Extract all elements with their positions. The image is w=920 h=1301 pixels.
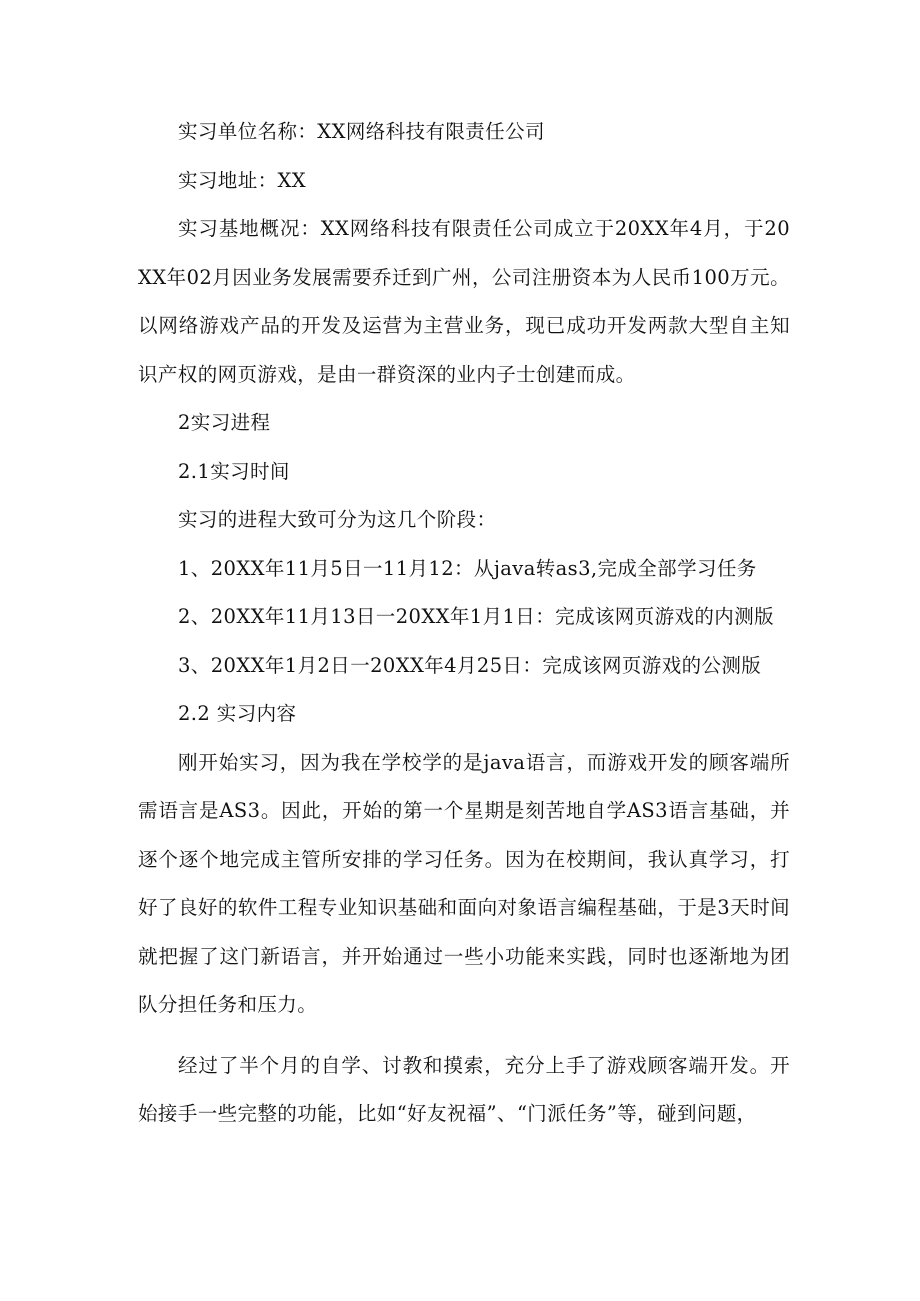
document-page [138, 108, 790, 1139]
paragraph-company-name: 实习单位名称：XX网络科技有限责任公司 [178, 120, 545, 143]
heading-internship-progress: 2实习进程 [178, 411, 271, 434]
list-item-stage-2: 2、20XX年11月13日一20XX年1月1日：完成该网页游戏的内测版 [178, 605, 775, 628]
paragraph-stages-intro: 实习的进程大致可分为这几个阶段： [178, 508, 497, 531]
paragraph-content-2: 经过了半个月的自学、讨教和摸索，充分上手了游戏顾客端开发。开始接手一些完整的功能，比如“好友祝福”、“门派任务”等，碰到问题， [138, 1053, 790, 1125]
paragraph-address: 实习地址：XX [178, 168, 307, 192]
paragraph-gap [138, 1030, 790, 1042]
paragraph-base-overview: 实习基地概况：XX网络科技有限责任公司成立于20XX年4月，于20XX年02月因业务发展需要乔迁到广州，公司注册资本为人民币100万元。以网络游戏产品的开发及运营为主营业务，现已成功开发两款大型自主知识产权的网页游戏，是由一群资深的业内子士创建而成。 [138, 217, 790, 386]
paragraph-content-1: 刚开始实习，因为我在学校学的是java语言，而游戏开发的顾客端所需语言是AS3。因此，开始的第一个星期是刻苦地自学AS3语言基础，并逐个逐个地完成主管所安排的学习任务。因为在校期间，我认真学习，打好了良好的软件工程专业知识基础和面向对象语言编程基础，于是3天时间就把握了这门新语言，并开始通过一些小功能来实践，同时也逐渐地为团队分担任务和压力。 [138, 750, 790, 1016]
list-item-stage-1: 1、20XX年11月5日一11月12：从java转as3,完成全部学习任务 [178, 556, 757, 580]
list-item-stage-3: 3、20XX年1月2日一20XX年4月25日：完成该网页游戏的公测版 [178, 653, 762, 677]
heading-internship-time: 2.1实习时间 [178, 459, 290, 483]
heading-internship-content: 2.2 实习内容 [178, 702, 297, 725]
